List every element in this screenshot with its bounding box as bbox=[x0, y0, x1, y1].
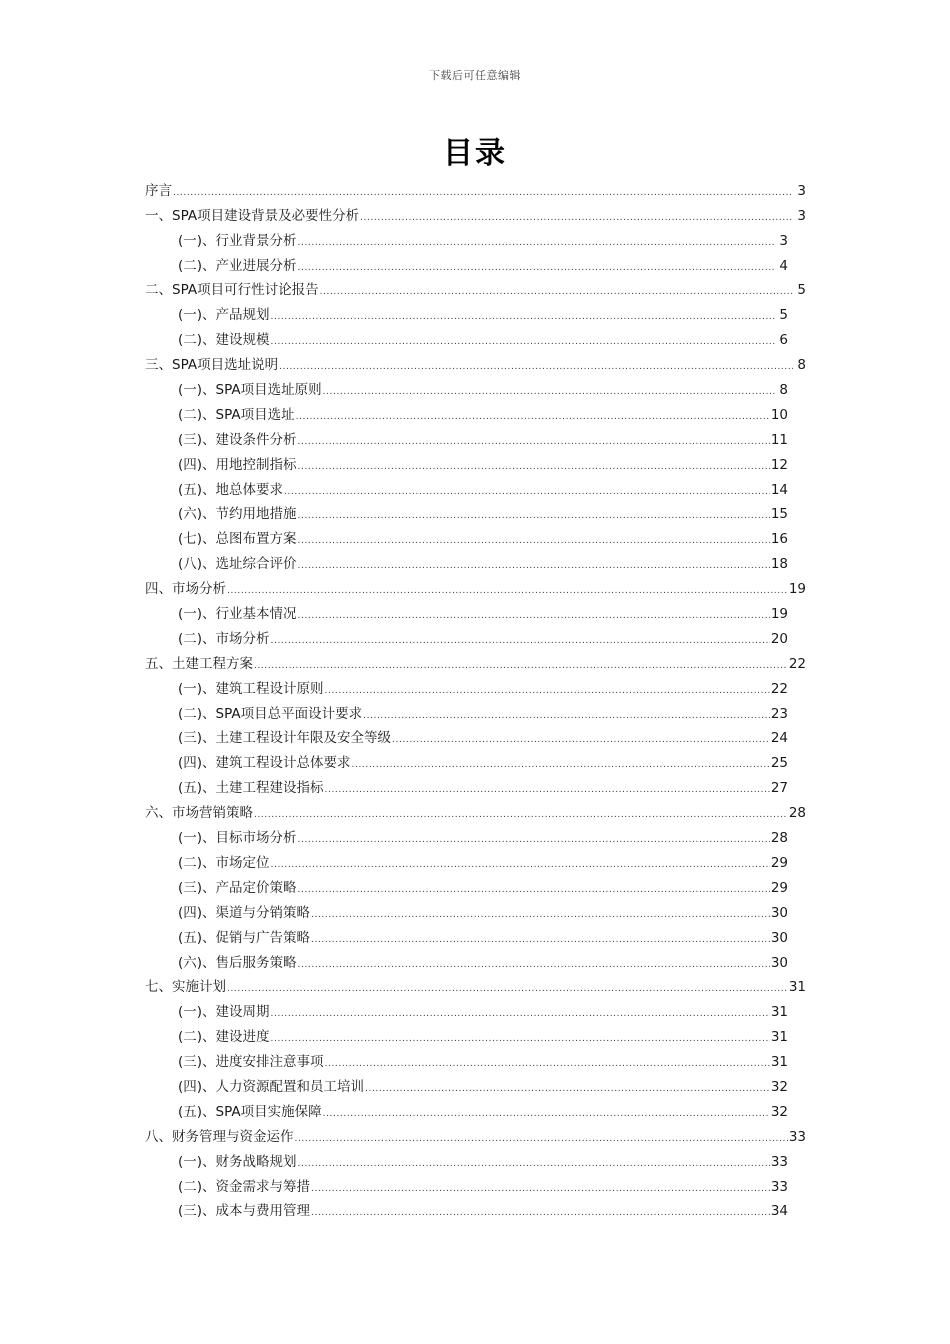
toc-dot-leader bbox=[227, 982, 788, 996]
toc-entry[interactable] bbox=[145, 797, 806, 822]
toc-entry[interactable] bbox=[145, 349, 806, 374]
toc-entry[interactable] bbox=[145, 598, 806, 623]
toc-dot-leader bbox=[298, 883, 770, 897]
toc-entry-label: 三、SPA项目选址说明 bbox=[145, 357, 279, 374]
toc-entry-page-number: 19 bbox=[770, 606, 788, 623]
toc-entry-page-number: 30 bbox=[770, 904, 788, 921]
toc-dot-leader bbox=[298, 534, 770, 548]
toc-entry[interactable] bbox=[145, 972, 806, 997]
toc-dot-leader bbox=[173, 186, 793, 200]
toc-entry[interactable] bbox=[145, 872, 806, 897]
toc-entry-page-number: 28 bbox=[788, 805, 806, 822]
toc-entry-label: (八)、选址综合评价 bbox=[178, 556, 297, 573]
toc-entry-label: (三)、成本与费用管理 bbox=[178, 1203, 311, 1220]
toc-entry-page-number: 5 bbox=[797, 282, 806, 299]
toc-dot-leader bbox=[311, 1182, 770, 1196]
toc-dot-leader bbox=[311, 908, 770, 922]
toc-dot-leader bbox=[323, 1107, 770, 1121]
toc-entry-page-number: 31 bbox=[770, 1004, 788, 1021]
toc-entry-page-number: 34 bbox=[770, 1203, 788, 1220]
toc-entry-label: (四)、人力资源配置和员工培训 bbox=[178, 1078, 365, 1095]
toc-entry-label: (一)、建筑工程设计原则 bbox=[178, 680, 324, 697]
toc-entry[interactable] bbox=[145, 1046, 806, 1071]
toc-entry[interactable] bbox=[145, 1021, 806, 1046]
toc-dot-leader bbox=[298, 833, 770, 847]
toc-entry-label: (六)、售后服务策略 bbox=[178, 954, 297, 971]
toc-dot-leader bbox=[325, 783, 770, 797]
toc-entry-page-number: 32 bbox=[770, 1103, 788, 1120]
toc-entry[interactable] bbox=[145, 175, 806, 200]
toc-entry-label: 六、市场营销策略 bbox=[145, 805, 253, 822]
toc-entry[interactable] bbox=[145, 822, 806, 847]
toc-entry-label: 序言 bbox=[145, 182, 172, 199]
toc-entry-label: (三)、土建工程设计年限及安全等级 bbox=[178, 730, 392, 747]
toc-entry-label: (一)、行业基本情况 bbox=[178, 606, 297, 623]
toc-entry-page-number: 29 bbox=[770, 854, 788, 871]
toc-entry-page-number: 20 bbox=[770, 630, 788, 647]
toc-entry-label: (六)、节约用地措施 bbox=[178, 506, 297, 523]
toc-dot-leader bbox=[323, 385, 775, 399]
toc-entry[interactable] bbox=[145, 299, 806, 324]
toc-entry[interactable] bbox=[145, 1096, 806, 1121]
toc-dot-leader bbox=[271, 1007, 770, 1021]
toc-dot-leader bbox=[298, 559, 770, 573]
toc-entry-label: (二)、产业进展分析 bbox=[178, 257, 297, 274]
toc-entry-page-number: 25 bbox=[770, 755, 788, 772]
toc-entry-page-number: 31 bbox=[788, 979, 806, 996]
header-note: 下载后可任意编辑 bbox=[429, 69, 521, 82]
toc-entry-page-number: 30 bbox=[770, 929, 788, 946]
toc-dot-leader bbox=[360, 211, 793, 225]
toc-dot-leader bbox=[320, 285, 793, 299]
toc-entry-label: (二)、市场分析 bbox=[178, 630, 270, 647]
toc-entry-page-number: 22 bbox=[770, 680, 788, 697]
toc-entry-page-number: 5 bbox=[779, 307, 788, 324]
toc-entry[interactable] bbox=[145, 1196, 806, 1221]
toc-entry-page-number: 31 bbox=[770, 1054, 788, 1071]
toc-entry-label: 七、实施计划 bbox=[145, 979, 226, 996]
toc-entry-page-number: 6 bbox=[779, 332, 788, 349]
toc-dot-leader bbox=[298, 958, 770, 972]
toc-entry-page-number: 28 bbox=[770, 830, 788, 847]
toc-dot-leader bbox=[352, 758, 770, 772]
toc-entry-page-number: 32 bbox=[770, 1078, 788, 1095]
toc-entry-label: (一)、建设周期 bbox=[178, 1004, 270, 1021]
toc-entry[interactable] bbox=[145, 200, 806, 225]
toc-dot-leader bbox=[311, 933, 770, 947]
toc-entry[interactable] bbox=[145, 374, 806, 399]
toc-entry-label: (二)、资金需求与筹措 bbox=[178, 1178, 311, 1195]
toc-entry-label: (四)、渠道与分销策略 bbox=[178, 904, 311, 921]
toc-entry[interactable] bbox=[145, 747, 806, 772]
toc-entry[interactable] bbox=[145, 1071, 806, 1096]
toc-entry-page-number: 23 bbox=[770, 705, 788, 722]
toc-dot-leader bbox=[271, 310, 775, 324]
toc-entry-page-number: 22 bbox=[788, 655, 806, 672]
toc-entry-label: 二、SPA项目可行性讨论报告 bbox=[145, 282, 319, 299]
toc-entry[interactable] bbox=[145, 673, 806, 698]
toc-entry-label: (三)、进度安排注意事项 bbox=[178, 1054, 324, 1071]
toc-entry[interactable] bbox=[145, 847, 806, 872]
toc-entry-page-number: 11 bbox=[770, 431, 788, 448]
toc-entry-page-number: 16 bbox=[770, 531, 788, 548]
toc-entry-label: (三)、产品定价策略 bbox=[178, 879, 297, 896]
toc-entry-label: (二)、建设规模 bbox=[178, 332, 270, 349]
toc-entry-page-number: 33 bbox=[770, 1178, 788, 1195]
toc-entry-page-number: 27 bbox=[770, 780, 788, 797]
toc-entry[interactable] bbox=[145, 250, 806, 275]
toc-dot-leader bbox=[271, 858, 770, 872]
toc-dot-leader bbox=[227, 584, 788, 598]
toc-entry[interactable] bbox=[145, 424, 806, 449]
toc-entry[interactable] bbox=[145, 698, 806, 723]
toc-entry-page-number: 3 bbox=[797, 182, 806, 199]
toc-entry-label: (三)、建设条件分析 bbox=[178, 431, 297, 448]
toc-entry-label: (四)、用地控制指标 bbox=[178, 456, 297, 473]
toc-entry-label: 八、财务管理与资金运作 bbox=[145, 1128, 294, 1145]
toc-dot-leader bbox=[271, 1032, 770, 1046]
toc-entry-label: 五、土建工程方案 bbox=[145, 655, 253, 672]
toc-dot-leader bbox=[295, 1132, 788, 1146]
toc-entry-label: (二)、SPA项目选址 bbox=[178, 406, 295, 423]
toc-entry-page-number: 15 bbox=[770, 506, 788, 523]
toc-entry-page-number: 8 bbox=[779, 382, 788, 399]
toc-entry[interactable] bbox=[145, 947, 806, 972]
toc-entry-page-number: 19 bbox=[788, 581, 806, 598]
toc-dot-leader bbox=[365, 1082, 770, 1096]
toc-entry[interactable] bbox=[145, 573, 806, 598]
toc-entry-label: (五)、促销与广告策略 bbox=[178, 929, 311, 946]
toc-entry-page-number: 18 bbox=[770, 556, 788, 573]
toc-entry[interactable] bbox=[145, 922, 806, 947]
toc-entry[interactable] bbox=[145, 523, 806, 548]
toc-entry[interactable] bbox=[145, 449, 806, 474]
toc-entry[interactable] bbox=[145, 723, 806, 748]
toc-dot-leader bbox=[298, 261, 775, 275]
toc-entry-label: (五)、地总体要求 bbox=[178, 481, 284, 498]
toc-entry[interactable] bbox=[145, 897, 806, 922]
toc-entry[interactable] bbox=[145, 499, 806, 524]
toc-entry-page-number: 31 bbox=[770, 1029, 788, 1046]
toc-entry[interactable] bbox=[145, 548, 806, 573]
toc-dot-leader bbox=[311, 1206, 770, 1220]
toc-dot-leader bbox=[298, 236, 775, 250]
toc-entry[interactable] bbox=[145, 772, 806, 797]
toc-entry[interactable] bbox=[145, 399, 806, 424]
toc-dot-leader bbox=[254, 659, 788, 673]
toc-entry-page-number: 24 bbox=[770, 730, 788, 747]
toc-entry-page-number: 12 bbox=[770, 456, 788, 473]
toc-entry-label: (一)、财务战略规划 bbox=[178, 1153, 297, 1170]
toc-entry-page-number: 8 bbox=[797, 357, 806, 374]
page-title: 目录 bbox=[443, 136, 507, 171]
toc-dot-leader bbox=[284, 485, 770, 499]
toc-entry-label: (四)、建筑工程设计总体要求 bbox=[178, 755, 351, 772]
toc-dot-leader bbox=[271, 634, 770, 648]
toc-entry-page-number: 29 bbox=[770, 879, 788, 896]
toc-dot-leader bbox=[271, 335, 775, 349]
toc-entry[interactable] bbox=[145, 275, 806, 300]
toc-entry-label: (一)、产品规划 bbox=[178, 307, 270, 324]
table-of-contents bbox=[145, 175, 806, 1220]
toc-entry-page-number: 30 bbox=[770, 954, 788, 971]
toc-dot-leader bbox=[298, 460, 770, 474]
toc-entry-label: (五)、SPA项目实施保障 bbox=[178, 1103, 322, 1120]
toc-entry-page-number: 10 bbox=[770, 406, 788, 423]
toc-entry-page-number: 3 bbox=[797, 207, 806, 224]
toc-entry[interactable] bbox=[145, 623, 806, 648]
toc-entry-label: 一、SPA项目建设背景及必要性分析 bbox=[145, 207, 360, 224]
toc-entry[interactable] bbox=[145, 996, 806, 1021]
toc-dot-leader bbox=[254, 808, 788, 822]
toc-entry-page-number: 33 bbox=[770, 1153, 788, 1170]
toc-dot-leader bbox=[296, 410, 770, 424]
toc-entry-label: (七)、总图布置方案 bbox=[178, 531, 297, 548]
toc-dot-leader bbox=[363, 709, 770, 723]
toc-entry-label: 四、市场分析 bbox=[145, 581, 226, 598]
toc-entry-page-number: 14 bbox=[770, 481, 788, 498]
toc-entry-label: (二)、市场定位 bbox=[178, 854, 270, 871]
toc-dot-leader bbox=[325, 1057, 770, 1071]
toc-entry[interactable] bbox=[145, 1121, 806, 1146]
toc-entry[interactable] bbox=[145, 225, 806, 250]
toc-entry-page-number: 4 bbox=[779, 257, 788, 274]
toc-dot-leader bbox=[298, 609, 770, 623]
toc-entry[interactable] bbox=[145, 1146, 806, 1171]
toc-entry-label: (一)、行业背景分析 bbox=[178, 232, 297, 249]
toc-entry[interactable] bbox=[145, 1171, 806, 1196]
toc-dot-leader bbox=[298, 1157, 770, 1171]
toc-entry-page-number: 33 bbox=[788, 1128, 806, 1145]
toc-entry[interactable] bbox=[145, 648, 806, 673]
toc-entry[interactable] bbox=[145, 324, 806, 349]
toc-entry[interactable] bbox=[145, 474, 806, 499]
toc-entry-label: (二)、SPA项目总平面设计要求 bbox=[178, 705, 363, 722]
toc-entry-label: (五)、土建工程建设指标 bbox=[178, 780, 324, 797]
toc-dot-leader bbox=[325, 684, 770, 698]
toc-dot-leader bbox=[279, 360, 793, 374]
toc-dot-leader bbox=[298, 435, 770, 449]
toc-dot-leader bbox=[392, 733, 770, 747]
toc-entry-label: (一)、SPA项目选址原则 bbox=[178, 382, 322, 399]
toc-entry-label: (一)、目标市场分析 bbox=[178, 830, 297, 847]
toc-dot-leader bbox=[298, 509, 770, 523]
toc-entry-label: (二)、建设进度 bbox=[178, 1029, 270, 1046]
toc-entry-page-number: 3 bbox=[779, 232, 788, 249]
